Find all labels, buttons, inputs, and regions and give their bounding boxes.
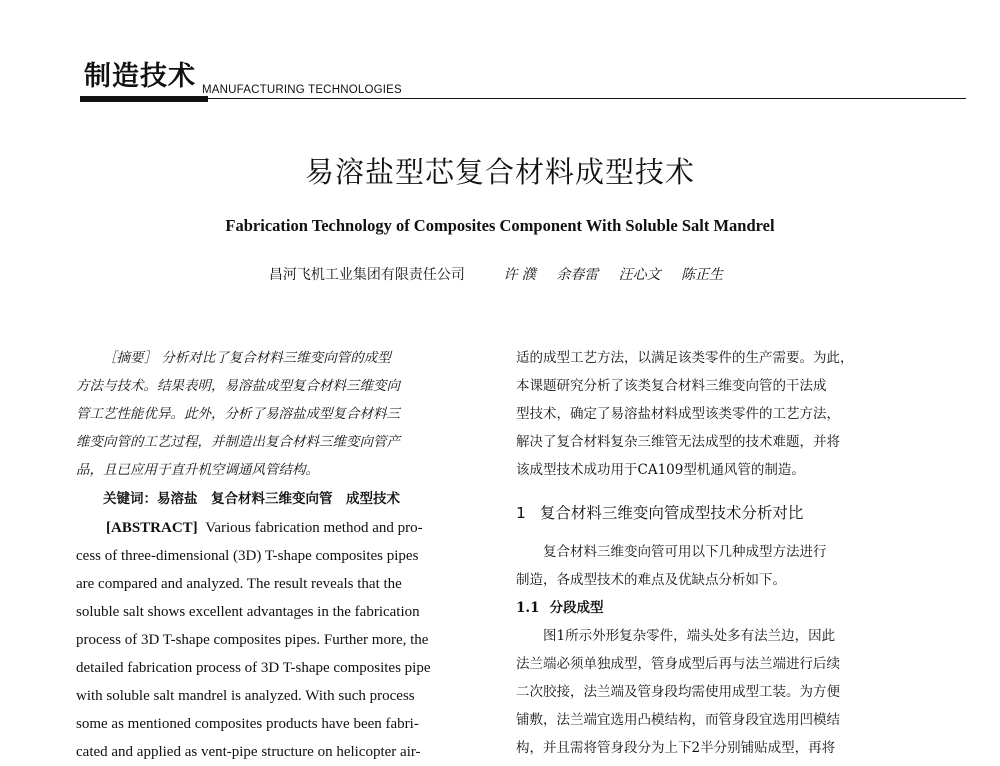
abstract-cn-line: ［摘要］ 分析对比了复合材料三维变向管的成型 [103, 350, 391, 366]
body-line: 型技术，确定了易溶盐材料成型该类零件的工艺方法， [516, 406, 840, 422]
abstract-en-line: some as mentioned composites products have been fabri- [76, 716, 419, 732]
author-name: 许 濮 [503, 267, 536, 283]
section-heading [516, 498, 928, 528]
abstract-cn-line: 品，且已应用于直升机空调通风管结构。 [76, 462, 319, 478]
intro-paragraph [516, 344, 928, 484]
section-header-en: MANUFACTURING TECHNOLOGIES [202, 84, 402, 96]
right-column [516, 344, 928, 762]
abstract-en-line: Various fabrication method and pro- [205, 520, 423, 536]
header-accent-bar [80, 96, 208, 102]
abstract-cn-line: 维变向管的工艺过程，并制造出复合材料三维变向管产 [76, 434, 400, 450]
body-line: 制造，各成型技术的难点及优缺点分析如下。 [516, 572, 786, 588]
abstract-en-line: with soluble salt mandrel is analyzed. With such process [76, 688, 415, 704]
subsection-heading [516, 594, 928, 622]
body-line: 适的成型工艺方法，以满足该类零件的生产需要。为此， [516, 350, 854, 366]
subsection-title: 分段成型 [549, 600, 604, 616]
subsection-number: 1.1 [516, 600, 540, 616]
body-line: 构，并且需将管身段分为上下2半分别铺贴成型，再将 [516, 740, 836, 756]
body-line: 本课题研究分析了该类复合材料三维变向管的干法成 [516, 378, 827, 394]
abstract-en-line: are compared and analyzed. The result reveals that the [76, 576, 402, 592]
abstract-en-label: [ABSTRACT] [106, 520, 198, 536]
left-column [76, 344, 484, 766]
body-line: 法兰端必须单独成型，管身成型后再与法兰端进行后续 [516, 656, 840, 672]
abstract-cn-line: 方法与技术。结果表明，易溶盐成型复合材料三维变向 [76, 378, 400, 394]
abstract-en-line: cated and applied as vent-pipe structure on helicopter air- [76, 744, 421, 760]
body-line: 解决了复合材料复杂三维管无法成型的技术难题，并将 [516, 434, 840, 450]
abstract-en-line: soluble salt shows excellent advantages in the fabrication [76, 604, 420, 620]
author-name: 汪心文 [618, 267, 661, 283]
keywords: 关键词：易溶盐 复合材料三维变向管 成型技术 [103, 491, 400, 507]
body-line: 该成型技术成功用于CA109型机通风管的制造。 [516, 462, 805, 478]
abstract-en [76, 514, 484, 766]
section-number: 1 [516, 504, 526, 522]
abstract-en-line: detailed fabrication process of 3D T-shape composites pipe [76, 660, 431, 676]
subsection-paragraph [516, 622, 928, 762]
section-header-cn: 制造技术 [84, 61, 196, 92]
header-rule [80, 98, 966, 99]
body-line: 图1所示外形复杂零件，端头处多有法兰边，因此 [543, 628, 836, 644]
body-line: 复合材料三维变向管可用以下几种成型方法进行 [543, 544, 827, 560]
author-name: 余春雷 [556, 267, 599, 283]
abstract-en-first-line [76, 514, 484, 542]
author-line [0, 264, 1000, 284]
body-line: 二次胶接，法兰端及管身段均需使用成型工装。为方便 [516, 684, 840, 700]
article-title-en: Fabrication Technology of Composites Component With Soluble Salt Mandrel [225, 216, 775, 235]
affiliation: 昌河飞机工业集团有限责任公司 [268, 267, 465, 283]
abstract-cn [76, 344, 484, 484]
abstract-cn-line: 管工艺性能优异。此外，分析了易溶盐成型复合材料三 [76, 406, 400, 422]
section-paragraph [516, 538, 928, 594]
author-name: 陈正生 [681, 267, 724, 283]
article-title-cn: 易溶盐型芯复合材料成型技术 [304, 155, 695, 189]
abstract-en-line: cess of three-dimensional (3D) T-shape composites pipes [76, 548, 419, 564]
abstract-en-line: process of 3D T-shape composites pipes. Further more, the [76, 632, 429, 648]
section-title: 复合材料三维变向管成型技术分析对比 [539, 504, 804, 522]
body-line: 铺敷，法兰端宜选用凸模结构，而管身段宜选用凹模结 [516, 712, 840, 728]
